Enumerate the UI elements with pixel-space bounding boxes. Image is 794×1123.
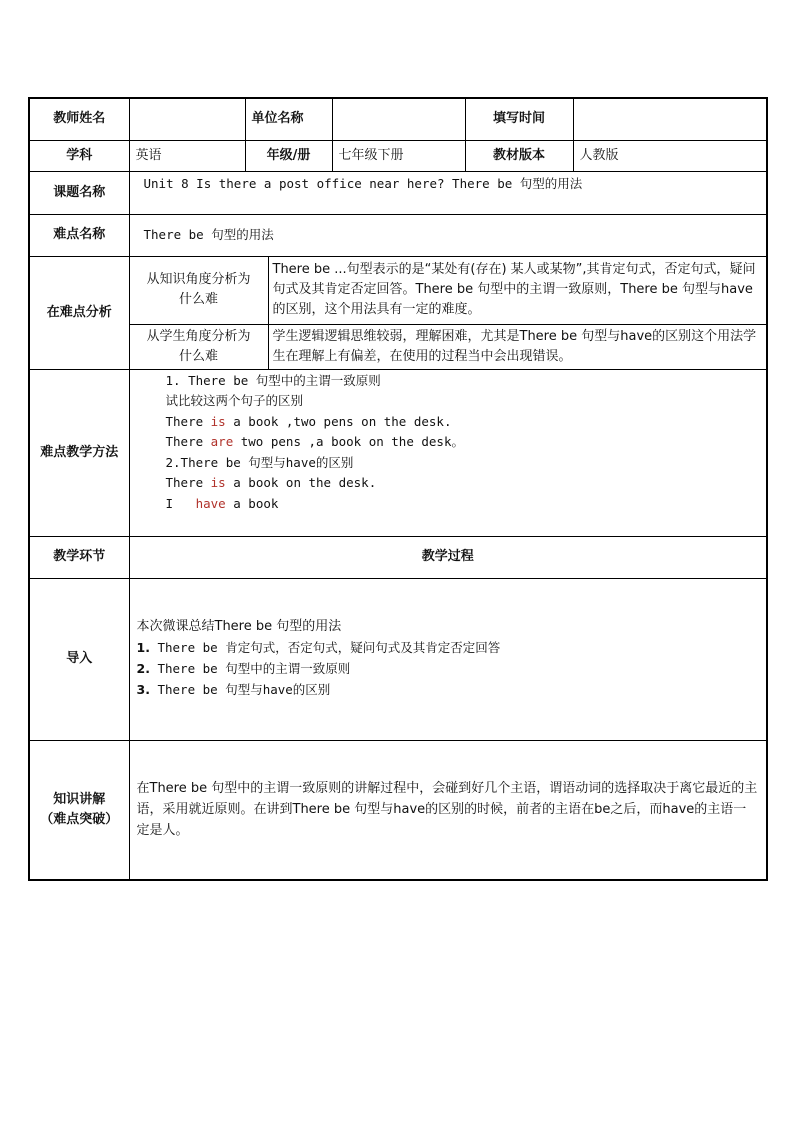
example-3-verb: is — [210, 475, 226, 491]
knowledge-angle-label — [129, 256, 268, 324]
intro-item-3 — [137, 679, 767, 700]
knowledge-label — [29, 740, 129, 880]
method-line-1: 1. There be 句型中的主谓一致原则 — [165, 372, 381, 388]
method-example-3 — [166, 473, 767, 494]
edition-value: 人教版 — [573, 140, 767, 171]
unit-name-label: 单位名称 — [245, 98, 332, 140]
method-example-1 — [166, 412, 767, 433]
topic-row — [29, 171, 767, 214]
method-cell — [129, 369, 767, 536]
example-4-part-c: a book — [225, 496, 279, 512]
intro-item-3-number: 3. — [136, 681, 150, 697]
method-example-2 — [166, 432, 767, 453]
intro-item-1 — [137, 637, 767, 658]
difficulty-cell — [129, 214, 767, 256]
knowledge-label-line2: （难点突破） — [40, 811, 119, 827]
intro-item-2 — [137, 658, 767, 679]
knowledge-angle-label-line2: 什么难 — [178, 292, 218, 307]
example-2-part-c: two pens ,a book on the desk。 — [233, 434, 464, 450]
student-angle-text: 学生逻辑逻辑思维较弱，理解困难，尤其是There be 句型与have的区别这个用法学生在理解上有偏差，在使用的过程当中会出现错误。 — [268, 324, 767, 369]
knowledge-label-line1: 知识讲解 — [53, 791, 106, 807]
example-4-part-a: I — [165, 496, 196, 512]
knowledge-angle-text: There be ...句型表示的是“某处有(存在) 某人或某物”,其肯定句式，否定句式，疑问句式及其肯定否定回答。There be 句型中的主谓一致原则，There be 句型与have的区别，这个用法具有一定的难度。 — [268, 256, 767, 324]
grade-label: 年级/册 — [245, 140, 332, 171]
subject-label: 学科 — [29, 140, 129, 171]
method-label: 难点教学方法 — [29, 369, 129, 536]
method-example-4 — [166, 494, 767, 515]
example-2-verb: are — [210, 434, 234, 450]
difficulty-row — [29, 214, 767, 256]
intro-label: 导入 — [29, 578, 129, 740]
grade-value: 七年级下册 — [332, 140, 465, 171]
student-angle-label — [129, 324, 268, 369]
topic-label: 课题名称 — [29, 171, 129, 214]
teacher-name-label: 教师姓名 — [29, 98, 129, 140]
intro-item-1-number: 1. — [136, 639, 150, 655]
example-1-part-a: There — [165, 413, 211, 429]
knowledge-row — [29, 740, 767, 880]
knowledge-angle-label-line1: 从知识角度分析为 — [146, 272, 251, 287]
example-1-verb: is — [210, 413, 226, 429]
topic-cell — [129, 171, 767, 214]
intro-row — [29, 578, 767, 740]
fill-time-value — [573, 98, 767, 140]
student-angle-label-line1: 从学生角度分析为 — [146, 328, 251, 344]
stage-label: 教学环节 — [29, 536, 129, 578]
knowledge-text: 在There be 句型中的主谓一致原则的讲解过程中，会碰到好几个主语，谓语动词的选择取决于离它最近的主语，采用就近原则。在讲到There be 句型与have的区别的时候，前者的主语在be之后，而have的主语一定是人。 — [129, 740, 767, 880]
edition-label: 教材版本 — [465, 140, 573, 171]
topic-value: Unit 8 Is there a post office near here? There be 句型的用法 — [143, 175, 583, 191]
example-1-part-c: a book ,two pens on the desk. — [225, 413, 452, 429]
difficulty-label: 难点名称 — [29, 214, 129, 256]
intro-cell — [129, 578, 767, 740]
method-row — [29, 369, 767, 536]
teacher-name-value — [129, 98, 245, 140]
method-line-5: 2.There be 句型与have的区别 — [165, 454, 354, 470]
example-3-part-c: a book on the desk. — [225, 475, 377, 491]
subject-row — [29, 140, 767, 171]
method-line-2: 试比较这两个句子的区别 — [165, 393, 304, 409]
process-header-row — [29, 536, 767, 578]
intro-line-0: 本次微课总结There be 句型的用法 — [136, 618, 342, 634]
analysis-label: 在难点分析 — [29, 256, 129, 369]
subject-value: 英语 — [129, 140, 245, 171]
difficulty-value: There be 句型的用法 — [143, 226, 274, 242]
analysis-knowledge-row — [29, 256, 767, 324]
example-4-verb: have — [195, 496, 226, 512]
intro-item-1-text: There be 肯定句式，否定句式，疑问句式及其肯定否定回答 — [149, 639, 501, 655]
header-row — [29, 98, 767, 140]
example-2-part-a: There — [165, 434, 211, 450]
analysis-student-row — [29, 324, 767, 369]
intro-item-3-text: There be 句型与have的区别 — [149, 681, 331, 697]
student-angle-label-line2: 什么难 — [178, 348, 218, 364]
unit-name-value — [332, 98, 465, 140]
lesson-plan-table — [28, 97, 768, 881]
fill-time-label: 填写时间 — [465, 98, 573, 140]
intro-item-2-text: There be 句型中的主谓一致原则 — [149, 660, 351, 676]
process-label: 教学过程 — [129, 536, 767, 578]
example-3-part-a: There — [165, 475, 211, 491]
intro-item-2-number: 2. — [136, 660, 150, 676]
